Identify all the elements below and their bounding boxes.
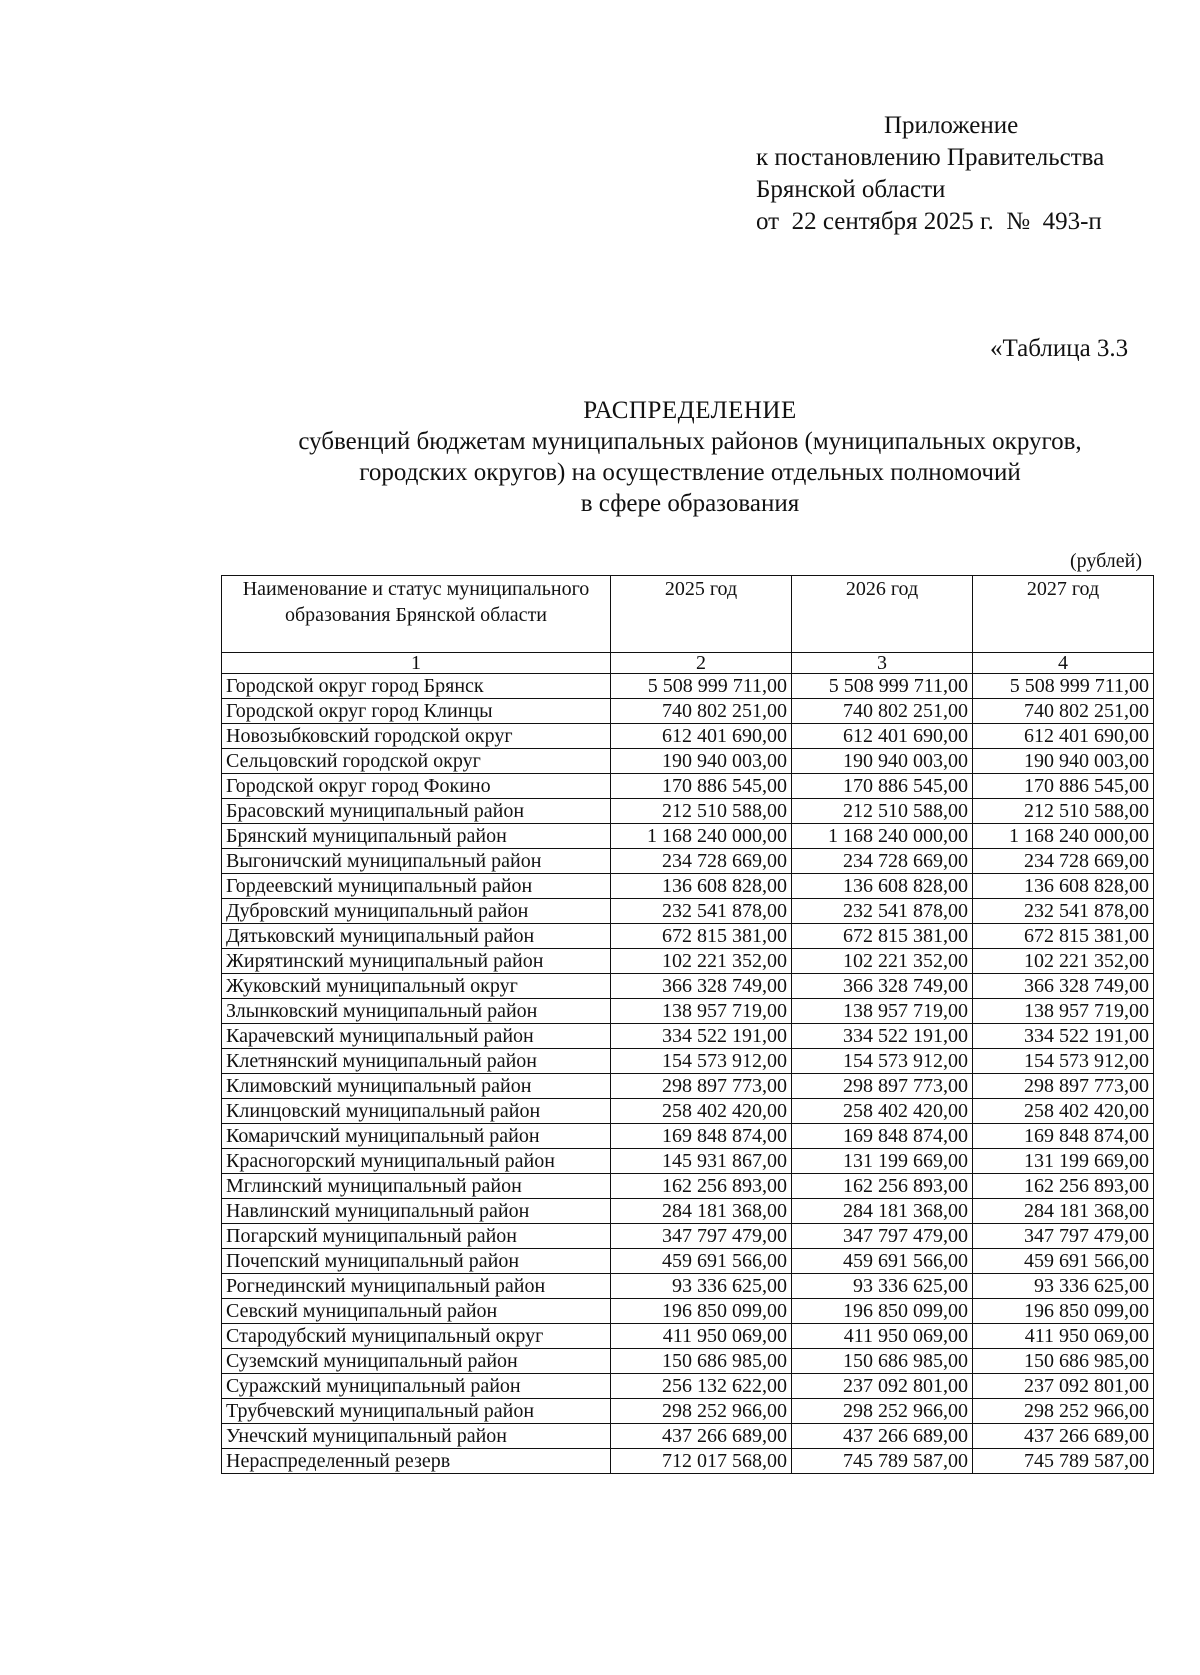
value-2025: 93 336 625,00: [611, 1274, 792, 1299]
value-2027: 162 256 893,00: [973, 1174, 1154, 1199]
municipality-name: Гордеевский муниципальный район: [222, 874, 611, 899]
value-2027: 93 336 625,00: [973, 1274, 1154, 1299]
value-2025: 154 573 912,00: [611, 1049, 792, 1074]
table-row: [222, 924, 1154, 949]
table-row: [222, 899, 1154, 924]
municipality-name: Красногорский муниципальный район: [222, 1149, 611, 1174]
municipality-name: Злынковский муниципальный район: [222, 999, 611, 1024]
value-2027: 366 328 749,00: [973, 974, 1154, 999]
table-row: [222, 1049, 1154, 1074]
column-number: 2: [611, 653, 792, 674]
value-2025: 196 850 099,00: [611, 1299, 792, 1324]
column-number-row: [222, 653, 1154, 674]
value-2027: 1 168 240 000,00: [973, 824, 1154, 849]
value-2027: 169 848 874,00: [973, 1124, 1154, 1149]
value-2025: 145 931 867,00: [611, 1149, 792, 1174]
municipality-name: Сельцовский городской округ: [222, 749, 611, 774]
value-2026: 237 092 801,00: [792, 1374, 973, 1399]
value-2027: 411 950 069,00: [973, 1324, 1154, 1349]
table-row: [222, 1199, 1154, 1224]
table-header-row: [222, 576, 1154, 653]
municipality-name: Климовский муниципальный район: [222, 1074, 611, 1099]
value-2025: 366 328 749,00: [611, 974, 792, 999]
municipality-name: Погарский муниципальный район: [222, 1224, 611, 1249]
value-2026: 437 266 689,00: [792, 1424, 973, 1449]
value-2027: 190 940 003,00: [973, 749, 1154, 774]
value-2027: 334 522 191,00: [973, 1024, 1154, 1049]
value-2026: 93 336 625,00: [792, 1274, 973, 1299]
table-row: [222, 1324, 1154, 1349]
column-number: 3: [792, 653, 973, 674]
column-number: 4: [973, 653, 1154, 674]
value-2026: 102 221 352,00: [792, 949, 973, 974]
value-2026: 138 957 719,00: [792, 999, 973, 1024]
value-2025: 411 950 069,00: [611, 1324, 792, 1349]
table-row: [222, 1349, 1154, 1374]
value-2026: 162 256 893,00: [792, 1174, 973, 1199]
value-2025: 212 510 588,00: [611, 799, 792, 824]
value-2025: 169 848 874,00: [611, 1124, 792, 1149]
value-2025: 612 401 690,00: [611, 724, 792, 749]
value-2027: 347 797 479,00: [973, 1224, 1154, 1249]
value-2027: 234 728 669,00: [973, 849, 1154, 874]
municipality-name: Клетнянский муниципальный район: [222, 1049, 611, 1074]
value-2026: 745 789 587,00: [792, 1449, 973, 1474]
value-2026: 411 950 069,00: [792, 1324, 973, 1349]
value-2025: 150 686 985,00: [611, 1349, 792, 1374]
municipality-name: Городской округ город Клинцы: [222, 699, 611, 724]
value-2027: 5 508 999 711,00: [973, 674, 1154, 699]
value-2027: 298 897 773,00: [973, 1074, 1154, 1099]
appendix-block: [756, 110, 1104, 238]
table-row: [222, 849, 1154, 874]
table-row: [222, 874, 1154, 899]
table-row: [222, 1299, 1154, 1324]
value-2026: 131 199 669,00: [792, 1149, 973, 1174]
table-row: [222, 1274, 1154, 1299]
value-2027: 298 252 966,00: [973, 1399, 1154, 1424]
value-2027: 672 815 381,00: [973, 924, 1154, 949]
table-row: [222, 1449, 1154, 1474]
value-2026: 334 522 191,00: [792, 1024, 973, 1049]
value-2026: 150 686 985,00: [792, 1349, 973, 1374]
value-2025: 298 252 966,00: [611, 1399, 792, 1424]
appendix-region: Брянской области: [756, 176, 946, 203]
municipality-name: Жирятинский муниципальный район: [222, 949, 611, 974]
value-2027: 459 691 566,00: [973, 1249, 1154, 1274]
municipality-name: Брянский муниципальный район: [222, 824, 611, 849]
value-2025: 256 132 622,00: [611, 1374, 792, 1399]
value-2025: 138 957 719,00: [611, 999, 792, 1024]
value-2025: 162 256 893,00: [611, 1174, 792, 1199]
value-2025: 437 266 689,00: [611, 1424, 792, 1449]
value-2025: 232 541 878,00: [611, 899, 792, 924]
value-2026: 612 401 690,00: [792, 724, 973, 749]
value-2027: 612 401 690,00: [973, 724, 1154, 749]
table-row: [222, 674, 1154, 699]
table-row: [222, 1224, 1154, 1249]
value-2025: 712 017 568,00: [611, 1449, 792, 1474]
table-row: [222, 949, 1154, 974]
value-2027: 232 541 878,00: [973, 899, 1154, 924]
municipality-name: Трубчевский муниципальный район: [222, 1399, 611, 1424]
header-2027: 2027 год: [973, 576, 1154, 653]
municipality-name: Дятьковский муниципальный район: [222, 924, 611, 949]
title-heading: РАСПРЕДЕЛЕНИЕ: [583, 397, 797, 424]
units-label: (рублей): [1070, 550, 1143, 572]
municipality-name: Навлинский муниципальный район: [222, 1199, 611, 1224]
value-2025: 258 402 420,00: [611, 1099, 792, 1124]
value-2026: 136 608 828,00: [792, 874, 973, 899]
value-2027: 258 402 420,00: [973, 1099, 1154, 1124]
value-2027: 136 608 828,00: [973, 874, 1154, 899]
table-row: [222, 699, 1154, 724]
value-2026: 232 541 878,00: [792, 899, 973, 924]
value-2026: 190 940 003,00: [792, 749, 973, 774]
municipality-name: Суземский муниципальный район: [222, 1349, 611, 1374]
municipality-name: Карачевский муниципальный район: [222, 1024, 611, 1049]
value-2025: 334 522 191,00: [611, 1024, 792, 1049]
header-name: Наименование и статус муниципального образования Брянской области: [222, 576, 611, 653]
table-row: [222, 974, 1154, 999]
value-2026: 459 691 566,00: [792, 1249, 973, 1274]
value-2026: 169 848 874,00: [792, 1124, 973, 1149]
table-row: [222, 1174, 1154, 1199]
value-2025: 190 940 003,00: [611, 749, 792, 774]
value-2027: 237 092 801,00: [973, 1374, 1154, 1399]
value-2027: 196 850 099,00: [973, 1299, 1154, 1324]
value-2026: 5 508 999 711,00: [792, 674, 973, 699]
value-2025: 459 691 566,00: [611, 1249, 792, 1274]
table-reference: «Таблица 3.3: [990, 335, 1129, 362]
value-2027: 745 789 587,00: [973, 1449, 1154, 1474]
municipality-name: Стародубский муниципальный округ: [222, 1324, 611, 1349]
value-2026: 234 728 669,00: [792, 849, 973, 874]
value-2027: 284 181 368,00: [973, 1199, 1154, 1224]
table-row: [222, 1399, 1154, 1424]
title-line-2: городских округов) на осуществление отдельных полномочий: [359, 459, 1021, 486]
appendix-date-number: от 22 сентября 2025 г. № 493-п: [756, 208, 1102, 235]
value-2025: 347 797 479,00: [611, 1224, 792, 1249]
table-row: [222, 1074, 1154, 1099]
value-2025: 170 886 545,00: [611, 774, 792, 799]
municipality-name: Брасовский муниципальный район: [222, 799, 611, 824]
municipality-name: Городской округ город Фокино: [222, 774, 611, 799]
appendix-reference: к постановлению Правительства: [756, 144, 1105, 171]
table-row: [222, 1149, 1154, 1174]
value-2027: 437 266 689,00: [973, 1424, 1154, 1449]
municipality-name: Севский муниципальный район: [222, 1299, 611, 1324]
value-2026: 366 328 749,00: [792, 974, 973, 999]
value-2027: 150 686 985,00: [973, 1349, 1154, 1374]
column-number: 1: [222, 653, 611, 674]
municipality-name: Мглинский муниципальный район: [222, 1174, 611, 1199]
municipality-name: Выгоничский муниципальный район: [222, 849, 611, 874]
municipality-name: Суражский муниципальный район: [222, 1374, 611, 1399]
value-2026: 298 897 773,00: [792, 1074, 973, 1099]
table-row: [222, 1124, 1154, 1149]
value-2026: 196 850 099,00: [792, 1299, 973, 1324]
table-row: [222, 1099, 1154, 1124]
table-row: [222, 774, 1154, 799]
value-2027: 154 573 912,00: [973, 1049, 1154, 1074]
municipality-name: Клинцовский муниципальный район: [222, 1099, 611, 1124]
value-2026: 672 815 381,00: [792, 924, 973, 949]
title-line-1: субвенций бюджетам муниципальных районов (муниципальных округов,: [298, 428, 1082, 455]
value-2026: 154 573 912,00: [792, 1049, 973, 1074]
value-2027: 170 886 545,00: [973, 774, 1154, 799]
header-2026: 2026 год: [792, 576, 973, 653]
municipality-name: Унечский муниципальный район: [222, 1424, 611, 1449]
table-row: [222, 1024, 1154, 1049]
appendix-title: Приложение: [884, 112, 1019, 139]
table-row: [222, 1249, 1154, 1274]
value-2025: 136 608 828,00: [611, 874, 792, 899]
value-2026: 284 181 368,00: [792, 1199, 973, 1224]
value-2027: 138 957 719,00: [973, 999, 1154, 1024]
value-2027: 131 199 669,00: [973, 1149, 1154, 1174]
value-2026: 170 886 545,00: [792, 774, 973, 799]
document-title: [180, 395, 1200, 519]
table-row: [222, 999, 1154, 1024]
municipality-name: Жуковский муниципальный округ: [222, 974, 611, 999]
distribution-table: [221, 575, 1154, 1474]
municipality-name: Комаричский муниципальный район: [222, 1124, 611, 1149]
municipality-name: Рогнединский муниципальный район: [222, 1274, 611, 1299]
table-row: [222, 824, 1154, 849]
value-2025: 740 802 251,00: [611, 699, 792, 724]
table-row: [222, 749, 1154, 774]
table-row: [222, 1374, 1154, 1399]
table-row: [222, 799, 1154, 824]
value-2026: 740 802 251,00: [792, 699, 973, 724]
table-row: [222, 1424, 1154, 1449]
municipality-name: Новозыбковский городской округ: [222, 724, 611, 749]
value-2026: 298 252 966,00: [792, 1399, 973, 1424]
value-2025: 298 897 773,00: [611, 1074, 792, 1099]
value-2025: 1 168 240 000,00: [611, 824, 792, 849]
value-2025: 234 728 669,00: [611, 849, 792, 874]
municipality-name: Почепский муниципальный район: [222, 1249, 611, 1274]
municipality-name: Нераспределенный резерв: [222, 1449, 611, 1474]
value-2027: 740 802 251,00: [973, 699, 1154, 724]
value-2026: 347 797 479,00: [792, 1224, 973, 1249]
header-2025: 2025 год: [611, 576, 792, 653]
municipality-name: Городской округ город Брянск: [222, 674, 611, 699]
title-line-3: в сфере образования: [580, 490, 800, 517]
value-2026: 1 168 240 000,00: [792, 824, 973, 849]
value-2026: 258 402 420,00: [792, 1099, 973, 1124]
value-2025: 5 508 999 711,00: [611, 674, 792, 699]
value-2027: 212 510 588,00: [973, 799, 1154, 824]
value-2026: 212 510 588,00: [792, 799, 973, 824]
value-2025: 102 221 352,00: [611, 949, 792, 974]
table-row: [222, 724, 1154, 749]
value-2025: 672 815 381,00: [611, 924, 792, 949]
table-body: [222, 674, 1154, 1474]
value-2025: 284 181 368,00: [611, 1199, 792, 1224]
value-2027: 102 221 352,00: [973, 949, 1154, 974]
municipality-name: Дубровский муниципальный район: [222, 899, 611, 924]
